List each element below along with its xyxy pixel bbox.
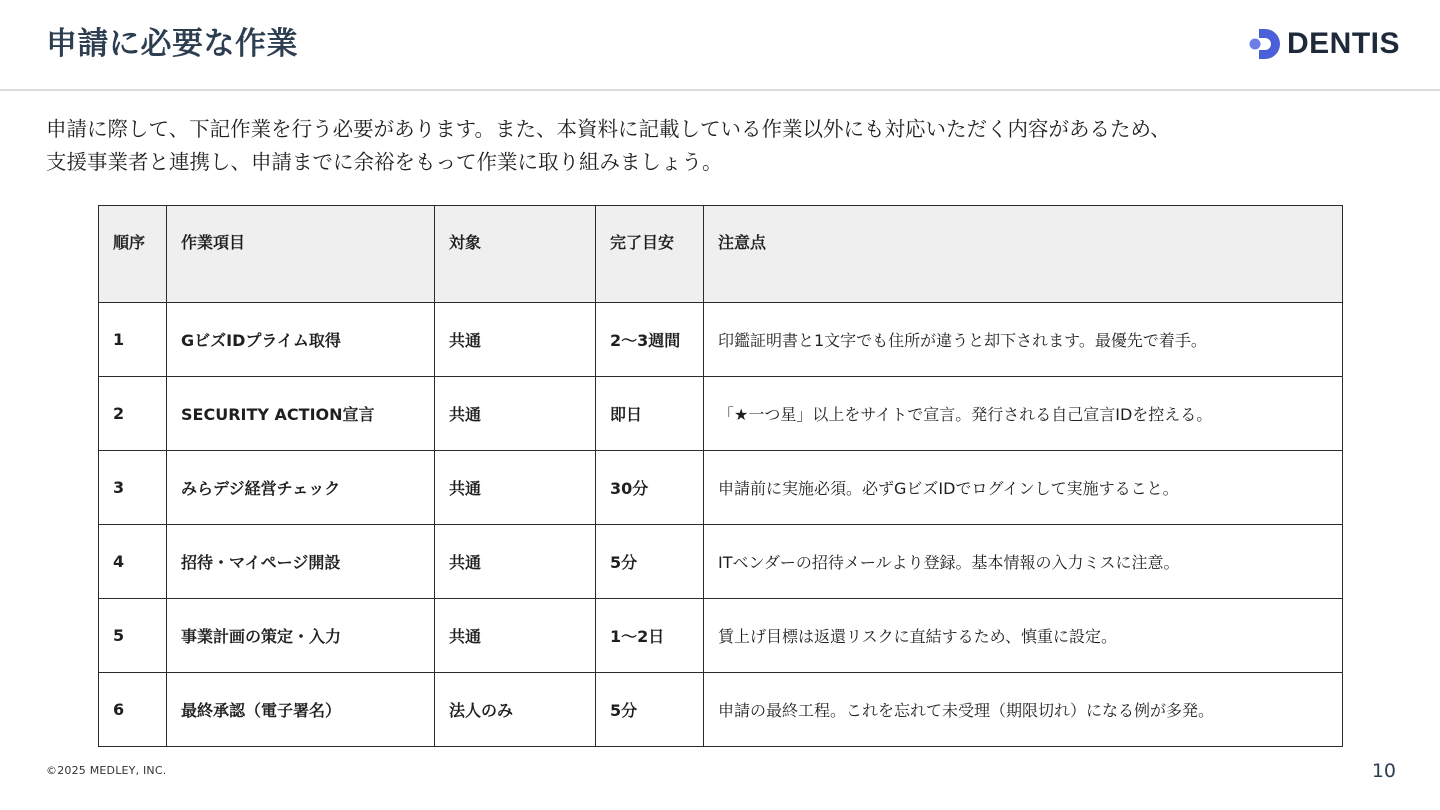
header-divider <box>0 89 1440 91</box>
cell-target: 共通 <box>435 303 596 377</box>
cell-target: 共通 <box>435 599 596 673</box>
cell-duration: 即日 <box>596 377 704 451</box>
table-header-row <box>99 206 1343 303</box>
cell-note: 印鑑証明書と1文字でも住所が違うと却下されます。最優先で着手。 <box>704 303 1343 377</box>
cell-task: 招待・マイページ開設 <box>167 525 435 599</box>
cell-order: 6 <box>99 673 167 747</box>
cell-note: 申請前に実施必須。必ずGビズIDでログインして実施すること。 <box>704 451 1343 525</box>
cell-task: 最終承認（電子署名） <box>167 673 435 747</box>
header-duration: 完了目安 <box>596 206 704 303</box>
cell-target: 共通 <box>435 451 596 525</box>
intro-line-2: 支援事業者と連携し、申請までに余裕をもって作業に取り組みましょう。 <box>46 150 723 174</box>
intro-line-1: 申請に際して、下記作業を行う必要があります。また、本資料に記載している作業以外にも対応いただく内容があるため、 <box>46 117 1171 141</box>
cell-order: 2 <box>99 377 167 451</box>
table-row <box>99 673 1343 747</box>
cell-task: みらデジ経営チェック <box>167 451 435 525</box>
table-row <box>99 377 1343 451</box>
task-table <box>98 205 1343 747</box>
table-row <box>99 303 1343 377</box>
cell-task: 事業計画の策定・入力 <box>167 599 435 673</box>
header-task: 作業項目 <box>167 206 435 303</box>
table-row <box>99 599 1343 673</box>
cell-duration: 1〜2日 <box>596 599 704 673</box>
cell-order: 4 <box>99 525 167 599</box>
cell-note: 申請の最終工程。これを忘れて未受理（期限切れ）になる例が多発。 <box>704 673 1343 747</box>
table-row <box>99 451 1343 525</box>
logo-text: DENTIS <box>1286 27 1400 60</box>
cell-target: 法人のみ <box>435 673 596 747</box>
dentis-logo-icon <box>1247 26 1283 62</box>
cell-note: 「★一つ星」以上をサイトで宣言。発行される自己宣言IDを控える。 <box>704 377 1343 451</box>
page-number: 10 <box>1371 760 1396 782</box>
intro-text <box>46 113 1406 179</box>
table-row <box>99 525 1343 599</box>
header-order: 順序 <box>99 206 167 303</box>
copyright-text: ©2025 MEDLEY, INC. <box>46 764 167 777</box>
page-title: 申請に必要な作業 <box>46 26 298 62</box>
header-target: 対象 <box>435 206 596 303</box>
cell-duration: 5分 <box>596 673 704 747</box>
cell-order: 1 <box>99 303 167 377</box>
cell-order: 3 <box>99 451 167 525</box>
cell-duration: 2〜3週間 <box>596 303 704 377</box>
cell-target: 共通 <box>435 525 596 599</box>
cell-duration: 30分 <box>596 451 704 525</box>
cell-note: 賃上げ目標は返還リスクに直結するため、慎重に設定。 <box>704 599 1343 673</box>
cell-task: GビズIDプライム取得 <box>167 303 435 377</box>
cell-note: ITベンダーの招待メールより登録。基本情報の入力ミスに注意。 <box>704 525 1343 599</box>
cell-target: 共通 <box>435 377 596 451</box>
brand-logo <box>1247 26 1400 62</box>
header-note: 注意点 <box>704 206 1343 303</box>
cell-order: 5 <box>99 599 167 673</box>
cell-task: SECURITY ACTION宣言 <box>167 377 435 451</box>
cell-duration: 5分 <box>596 525 704 599</box>
